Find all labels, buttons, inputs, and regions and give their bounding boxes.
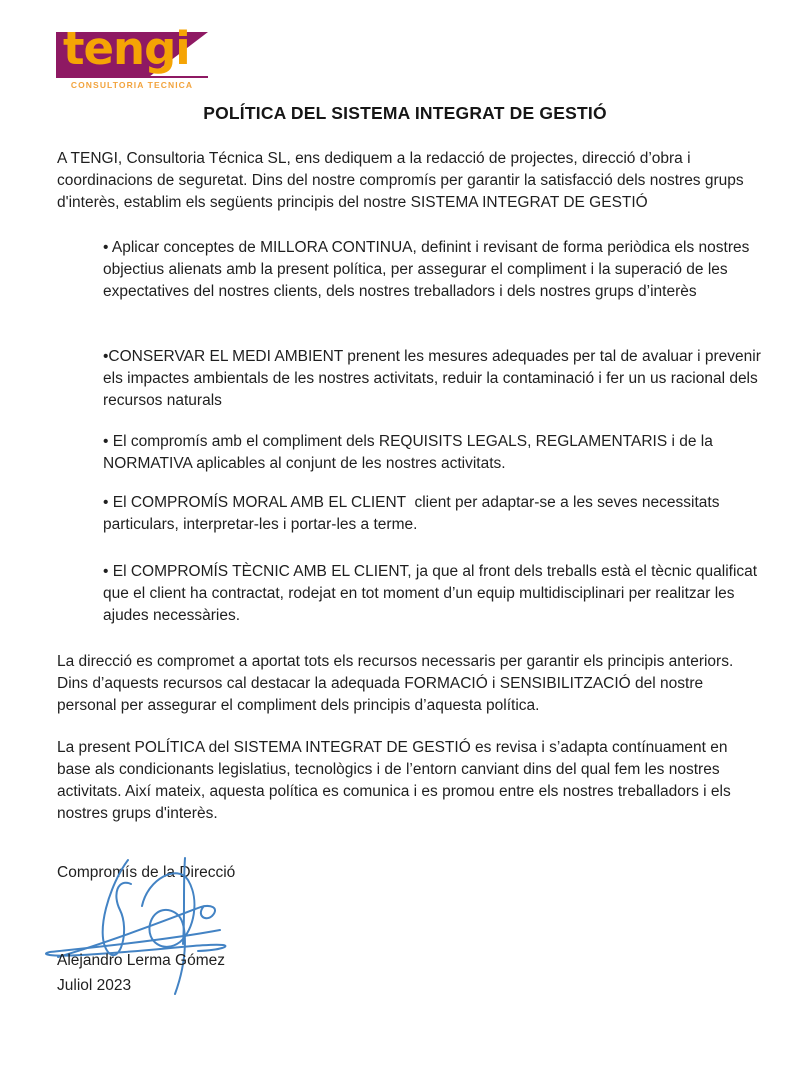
logo-rule: [56, 76, 208, 78]
resources-paragraph: La direcció es compromet a aportat tots els recursos necessaris per garantir els principis anteriors. Dins d’aquests recursos cal destacar la adequada FORMACIÓ i SENSIBILITZACIÓ del nostre personal per assegurar el compliment dels principis d’aquesta política.: [57, 653, 738, 714]
bullet-compromis-moral: • El COMPROMÍS MORAL AMB EL CLIENT client per adaptar-se a les seves necessitats particulars, interpretar-les i portar-les a terme.: [103, 494, 724, 533]
logo-tagline: CONSULTORIA TECNICA: [70, 80, 194, 90]
intro-paragraph: A TENGI, Consultoria Técnica SL, ens dediquem a la redacció de projectes, direcció d’obra i coordinacions de seguretat. Dins del nostre compromís per garantir la satisfacció dels nostres grups d'interès, establim els següents principis del nostre SISTEMA INTEGRAT DE GESTIÓ: [57, 150, 748, 211]
logo-wordmark: tengi: [63, 22, 190, 75]
bullet-millora-continua: • Aplicar conceptes de MILLORA CONTINUA, definint i revisant de forma periòdica els nostres objectius alienats amb la present política, per assegurar el compliment i la superació de les expectatives del nostres clients, dels nostres treballadors i dels nostres grups d’interès: [103, 239, 754, 300]
review-paragraph: La present POLÍTICA del SISTEMA INTEGRAT DE GESTIÓ es revisa i s’adapta contínuament en base als condicionants legislatius, tecnològics i de l’entorn canviant dins del qual fem les nostres activitats. Així mateix, aquesta política es comunica i es promou entre els nostres treballadors i els nostres grups d'interès.: [57, 739, 736, 822]
signature-date: Juliol 2023: [57, 977, 132, 994]
signer-name: Alejandro Lerma Gómez: [57, 952, 225, 969]
company-logo: [56, 22, 208, 92]
bullet-medi-ambient: •CONSERVAR EL MEDI AMBIENT prenent les mesures adequades per tal de avaluar i prevenir els impactes ambientals de les nostres activitats, reduir la contaminació i fer un us racional dels recursos naturals: [103, 348, 766, 409]
document-title: POLÍTICA DEL SISTEMA INTEGRAT DE GESTIÓ: [203, 103, 607, 123]
bullet-compromis-tecnic: • El COMPROMÍS TÈCNIC AMB EL CLIENT, ja que al front dels treballs està el tècnic qualificat que el client ha contractat, rodejat en tot moment d’un equip multidisciplinari per realitzar les ajudes necessàries.: [103, 563, 762, 624]
bullet-requisits-legals: • El compromís amb el compliment dels REQUISITS LEGALS, REGLAMENTARIS i de la NORMATIVA aplicables al conjunt de les nostres activitats.: [103, 433, 718, 472]
signature-section-label: Compromís de la Direcció: [57, 864, 236, 881]
